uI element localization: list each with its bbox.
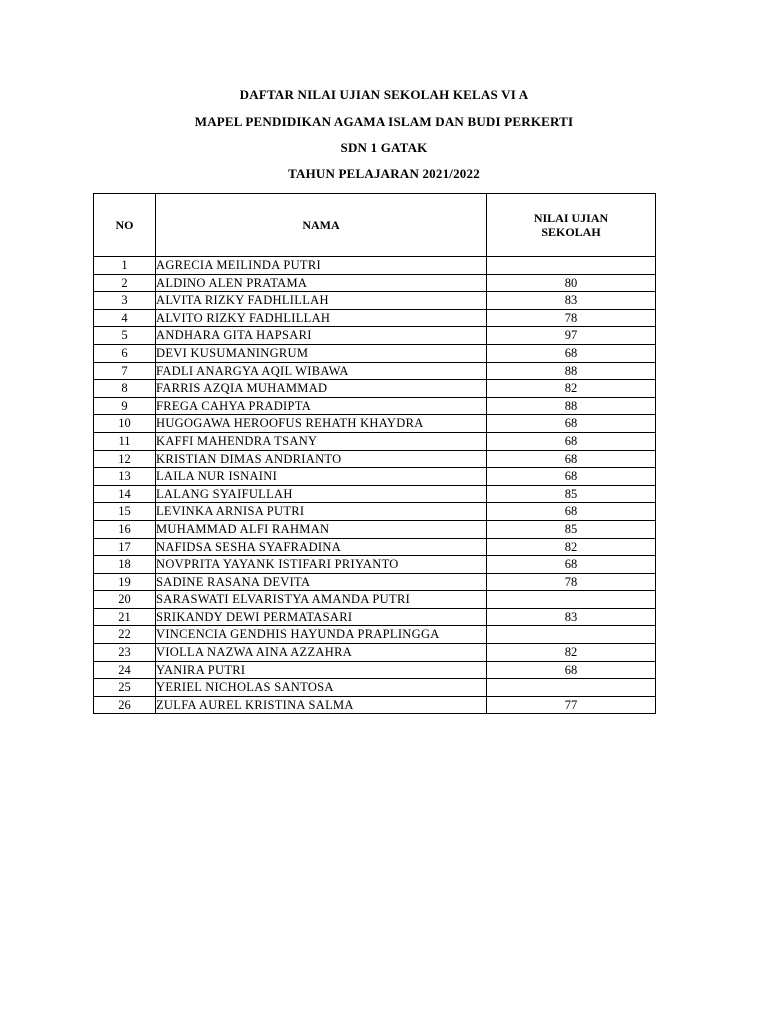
exam-score: 83: [487, 292, 656, 310]
student-name: FARRIS AZQIA MUHAMMAD: [156, 380, 487, 398]
table-row: [94, 573, 656, 591]
row-number: 11: [94, 432, 156, 450]
column-header-nilai-line1: NILAI UJIAN: [533, 211, 609, 225]
row-number: 16: [94, 520, 156, 538]
exam-score: 83: [487, 608, 656, 626]
row-number: 22: [94, 626, 156, 644]
exam-score: [487, 591, 656, 609]
student-name: ALVITO RIZKY FADHLILLAH: [156, 309, 487, 327]
row-number: 1: [94, 257, 156, 275]
row-number: 21: [94, 608, 156, 626]
student-name: FADLI ANARGYA AQIL WIBAWA: [156, 362, 487, 380]
row-number: 14: [94, 485, 156, 503]
exam-score: 80: [487, 274, 656, 292]
exam-score: [487, 679, 656, 697]
grades-table: [93, 193, 656, 714]
column-header-nama: NAMA: [156, 194, 487, 257]
table-row: [94, 468, 656, 486]
student-name: NOVPRITA YAYANK ISTIFARI PRIYANTO: [156, 556, 487, 574]
exam-score: [487, 257, 656, 275]
column-header-nilai: [487, 194, 656, 257]
table-row: [94, 661, 656, 679]
table-row: [94, 450, 656, 468]
exam-score: 68: [487, 661, 656, 679]
exam-score: 68: [487, 468, 656, 486]
student-name: SARASWATI ELVARISTYA AMANDA PUTRI: [156, 591, 487, 609]
exam-score: 68: [487, 503, 656, 521]
student-name: VIOLLA NAZWA AINA AZZAHRA: [156, 644, 487, 662]
exam-score: 88: [487, 397, 656, 415]
row-number: 26: [94, 696, 156, 714]
exam-score: 82: [487, 538, 656, 556]
exam-score: 85: [487, 485, 656, 503]
student-name: DEVI KUSUMANINGRUM: [156, 344, 487, 362]
document-title: DAFTAR NILAI UJIAN SEKOLAH KELAS VI A: [239, 87, 529, 102]
row-number: 20: [94, 591, 156, 609]
table-row: [94, 679, 656, 697]
exam-score: 68: [487, 432, 656, 450]
row-number: 9: [94, 397, 156, 415]
student-name: ZULFA AUREL KRISTINA SALMA: [156, 696, 487, 714]
table-row: [94, 257, 656, 275]
row-number: 24: [94, 661, 156, 679]
exam-score: 68: [487, 344, 656, 362]
table-row: [94, 626, 656, 644]
table-body: [94, 257, 656, 714]
student-name: NAFIDSA SESHA SYAFRADINA: [156, 538, 487, 556]
table-row: [94, 432, 656, 450]
table-row: [94, 503, 656, 521]
student-name: LEVINKA ARNISA PUTRI: [156, 503, 487, 521]
table-row: [94, 309, 656, 327]
row-number: 25: [94, 679, 156, 697]
exam-score: 68: [487, 450, 656, 468]
table-row: [94, 644, 656, 662]
student-name: LALANG SYAIFULLAH: [156, 485, 487, 503]
subject-title: MAPEL PENDIDIKAN AGAMA ISLAM DAN BUDI PERKERTI: [194, 114, 574, 129]
exam-score: 88: [487, 362, 656, 380]
row-number: 3: [94, 292, 156, 310]
table-header-row: [94, 194, 656, 257]
student-name: SRIKANDY DEWI PERMATASARI: [156, 608, 487, 626]
table-row: [94, 538, 656, 556]
student-name: VINCENCIA GENDHIS HAYUNDA PRAPLINGGA: [156, 626, 487, 644]
student-name: ANDHARA GITA HAPSARI: [156, 327, 487, 345]
student-name: MUHAMMAD ALFI RAHMAN: [156, 520, 487, 538]
row-number: 13: [94, 468, 156, 486]
column-header-nilai-line2: SEKOLAH: [541, 225, 601, 239]
academic-year: TAHUN PELAJARAN 2021/2022: [288, 166, 480, 181]
row-number: 18: [94, 556, 156, 574]
exam-score: 82: [487, 380, 656, 398]
row-number: 19: [94, 573, 156, 591]
table-row: [94, 292, 656, 310]
table-row: [94, 274, 656, 292]
row-number: 17: [94, 538, 156, 556]
exam-score: [487, 626, 656, 644]
table-row: [94, 415, 656, 433]
row-number: 12: [94, 450, 156, 468]
table-row: [94, 397, 656, 415]
table-row: [94, 608, 656, 626]
table-row: [94, 520, 656, 538]
exam-score: 77: [487, 696, 656, 714]
exam-score: 78: [487, 309, 656, 327]
exam-score: 78: [487, 573, 656, 591]
student-name: YERIEL NICHOLAS SANTOSA: [156, 679, 487, 697]
student-name: LAILA NUR ISNAINI: [156, 468, 487, 486]
table-row: [94, 556, 656, 574]
table-row: [94, 591, 656, 609]
student-name: AGRECIA MEILINDA PUTRI: [156, 257, 487, 275]
student-name: HUGOGAWA HEROOFUS REHATH KHAYDRA: [156, 415, 487, 433]
row-number: 8: [94, 380, 156, 398]
exam-score: 82: [487, 644, 656, 662]
school-name: SDN 1 GATAK: [340, 140, 428, 155]
student-name: KRISTIAN DIMAS ANDRIANTO: [156, 450, 487, 468]
row-number: 7: [94, 362, 156, 380]
table-row: [94, 362, 656, 380]
student-name: FREGA CAHYA PRADIPTA: [156, 397, 487, 415]
table-row: [94, 696, 656, 714]
row-number: 2: [94, 274, 156, 292]
row-number: 4: [94, 309, 156, 327]
exam-score: 68: [487, 415, 656, 433]
exam-score: 97: [487, 327, 656, 345]
table-row: [94, 344, 656, 362]
row-number: 10: [94, 415, 156, 433]
table-row: [94, 380, 656, 398]
student-name: ALVITA RIZKY FADHLILLAH: [156, 292, 487, 310]
column-header-no: NO: [94, 194, 156, 257]
table-row: [94, 327, 656, 345]
row-number: 6: [94, 344, 156, 362]
row-number: 23: [94, 644, 156, 662]
student-name: ALDINO ALEN PRATAMA: [156, 274, 487, 292]
row-number: 5: [94, 327, 156, 345]
student-name: YANIRA PUTRI: [156, 661, 487, 679]
exam-score: 68: [487, 556, 656, 574]
table-row: [94, 485, 656, 503]
exam-score: 85: [487, 520, 656, 538]
row-number: 15: [94, 503, 156, 521]
student-name: KAFFI MAHENDRA TSANY: [156, 432, 487, 450]
student-name: SADINE RASANA DEVITA: [156, 573, 487, 591]
